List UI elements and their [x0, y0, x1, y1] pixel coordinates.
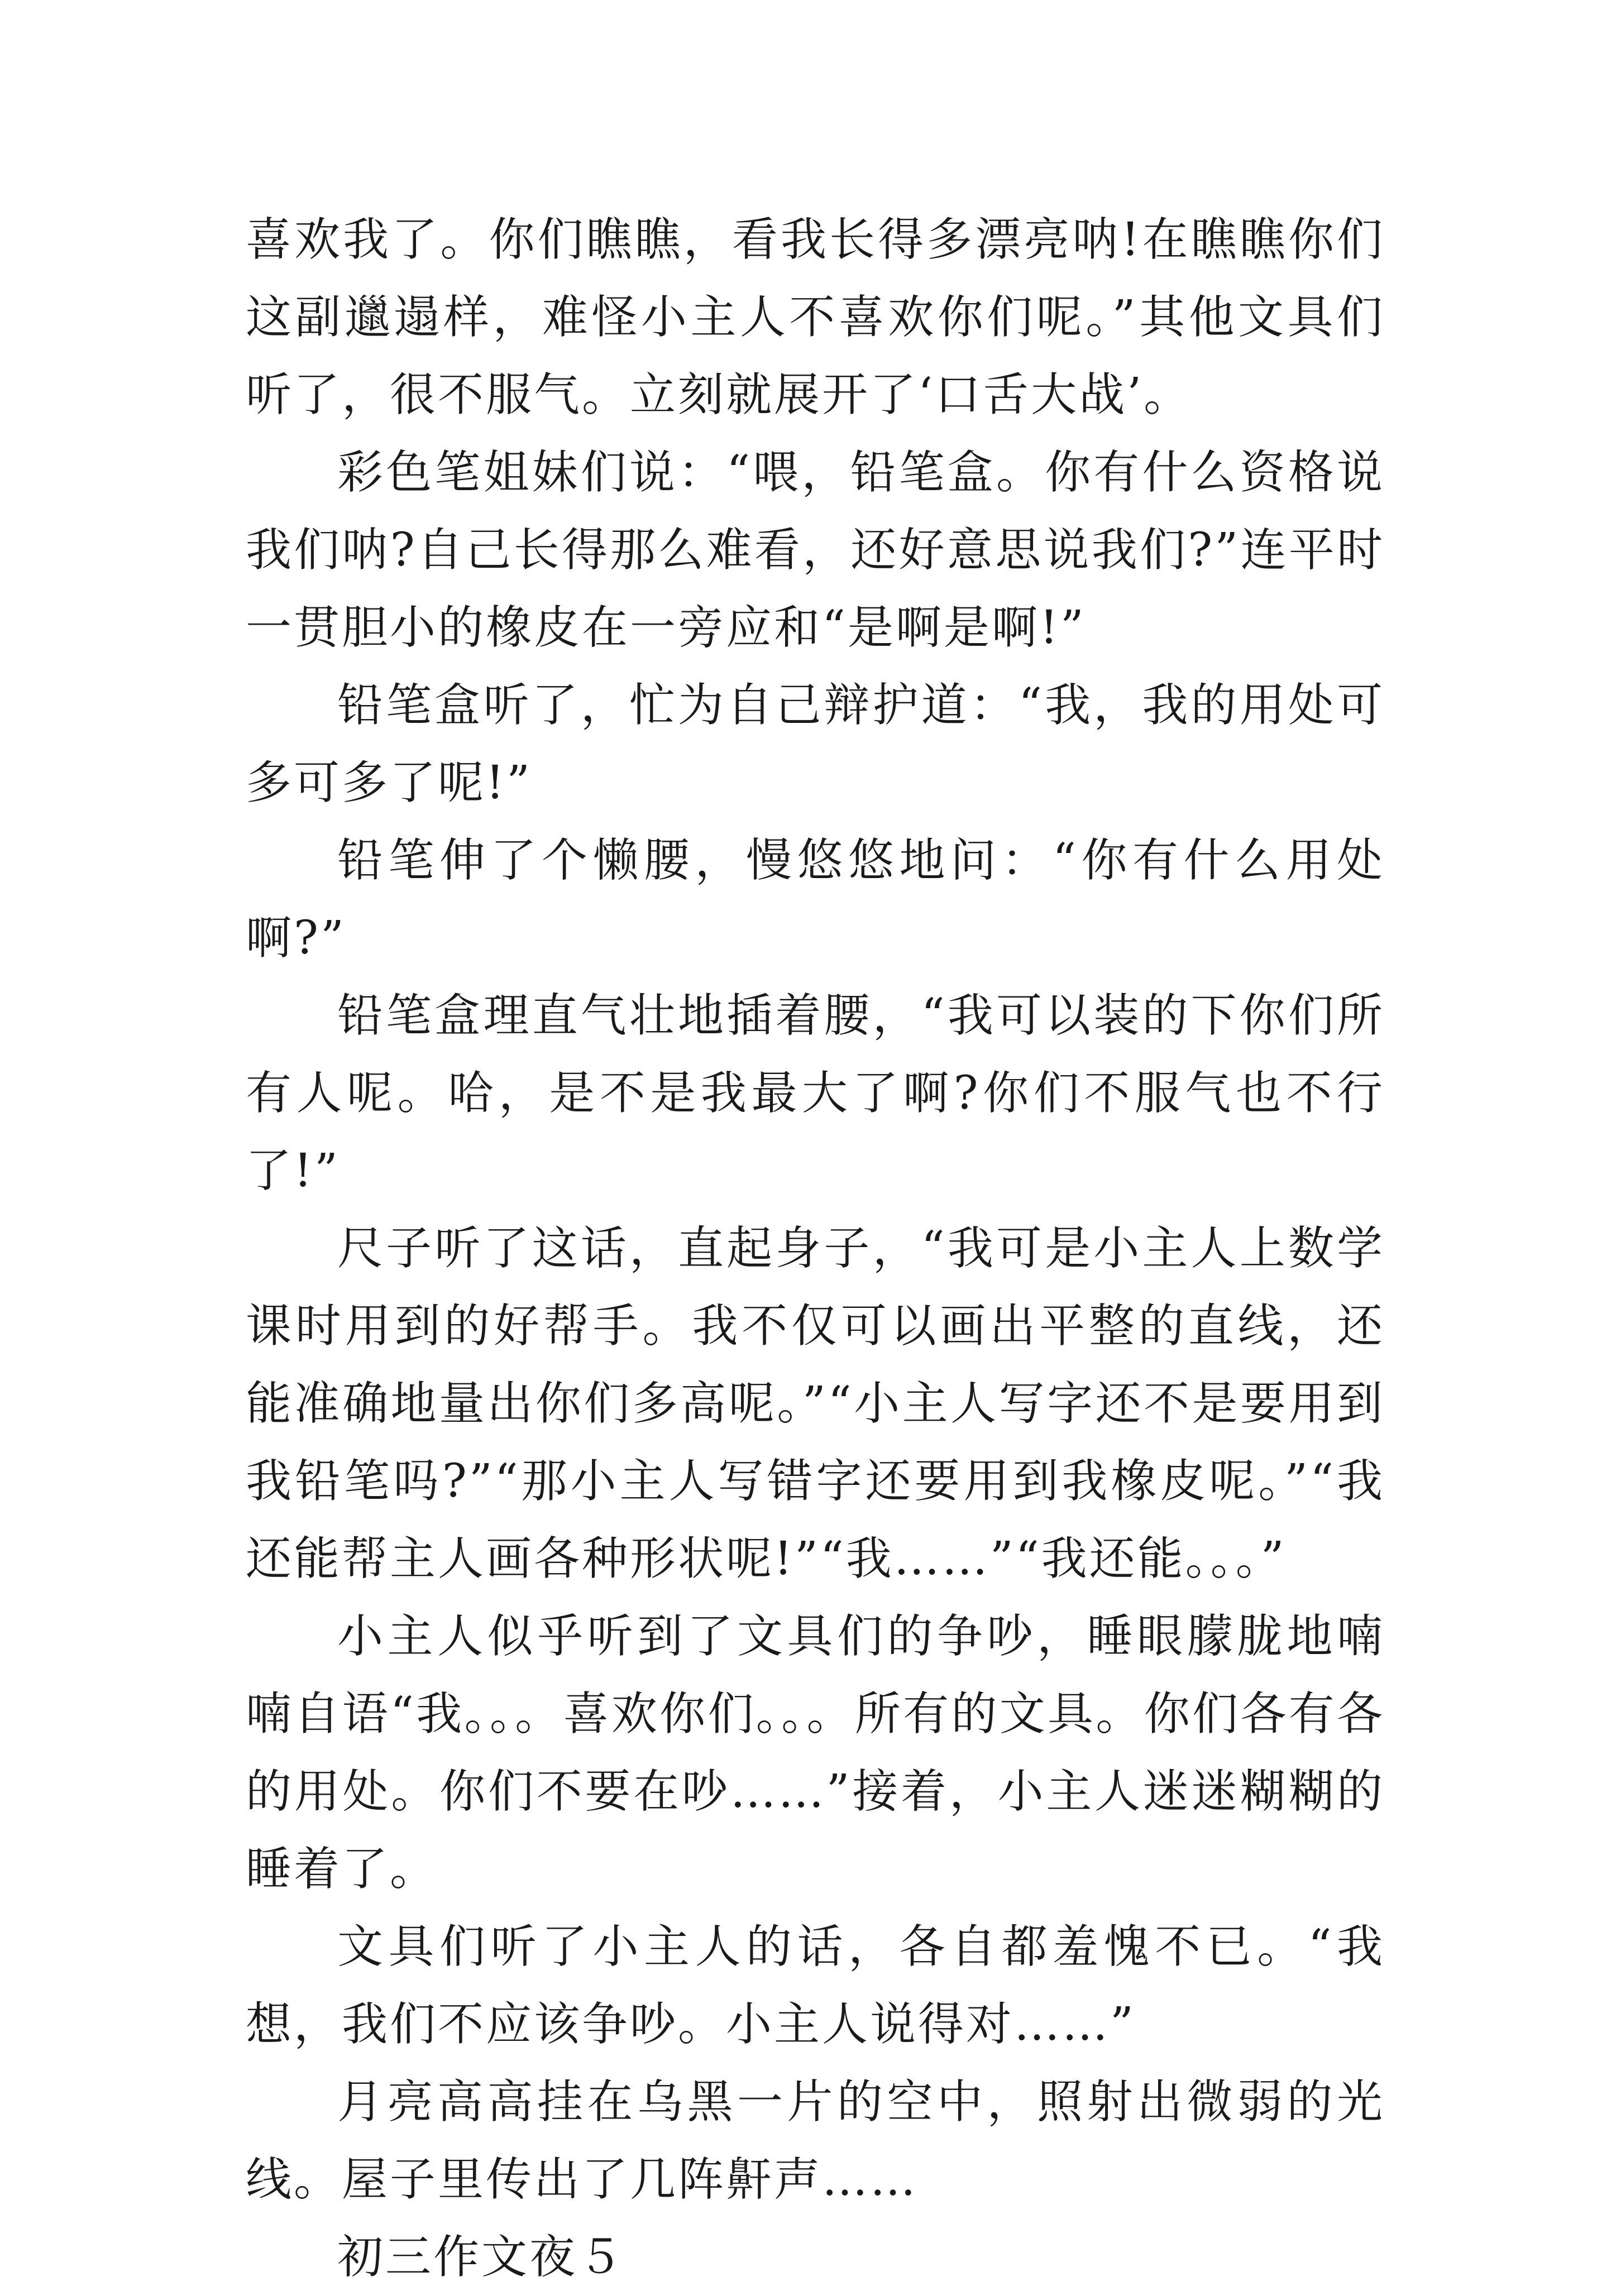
paragraph-9: 月亮高高挂在乌黑一片的空中，照射出微弱的光线。屋子里传出了几阵鼾声…… — [246, 2075, 1385, 2206]
paragraph-1: 喜欢我了。你们瞧瞧，看我长得多漂亮呐!在瞧瞧你们这副邋遢样，难怪小主人不喜欢你们呢。”其他文具们听了，很不服气。立刻就展开了‘口舌大战’。 — [246, 213, 1385, 421]
paragraph-5: 铅笔盒理直气壮地插着腰，“我可以装的下你们所有人呢。哈，是不是我最大了啊?你们不服气也不行了!” — [246, 989, 1385, 1197]
paragraph-6: 尺子听了这话，直起身子，“我可是小主人上数学课时用到的好帮手。我不仅可以画出平整的直线，还能准确地量出你们多高呢。”“小主人写字还不是要用到我铅笔吗?”“那小主人写错字还要用到我橡皮呢。”“我还能帮主人画各种形状呢!”“我……”“我还能。。。” — [246, 1222, 1385, 1585]
paragraph-2: 彩色笔姐妹们说：“喂，铅笔盒。你有什么资格说我们呐?自己长得那么难看，还好意思说我们?”连平时一贯胆小的橡皮在一旁应和“是啊是啊!” — [246, 446, 1385, 654]
paragraph-3: 铅笔盒听了，忙为自己辩护道：“我，我的用处可多可多了呢!” — [246, 679, 1385, 809]
section-heading: 初三作文夜５ — [337, 2231, 626, 2284]
body-text — [246, 201, 1385, 2296]
paragraph-4: 铅笔伸了个懒腰，慢悠悠地问：“你有什么用处啊?” — [246, 834, 1385, 965]
paragraph-8: 文具们听了小主人的话，各自都羞愧不已。“我想，我们不应该争吵。小主人说得对……” — [246, 1920, 1385, 2051]
paragraph-7: 小主人似乎听到了文具们的争吵，睡眼朦胧地喃喃自语“我。。。喜欢你们。。。所有的文具。你们各有各的用处。你们不要在吵……”接着，小主人迷迷糊糊的睡着了。 — [246, 1610, 1385, 1896]
